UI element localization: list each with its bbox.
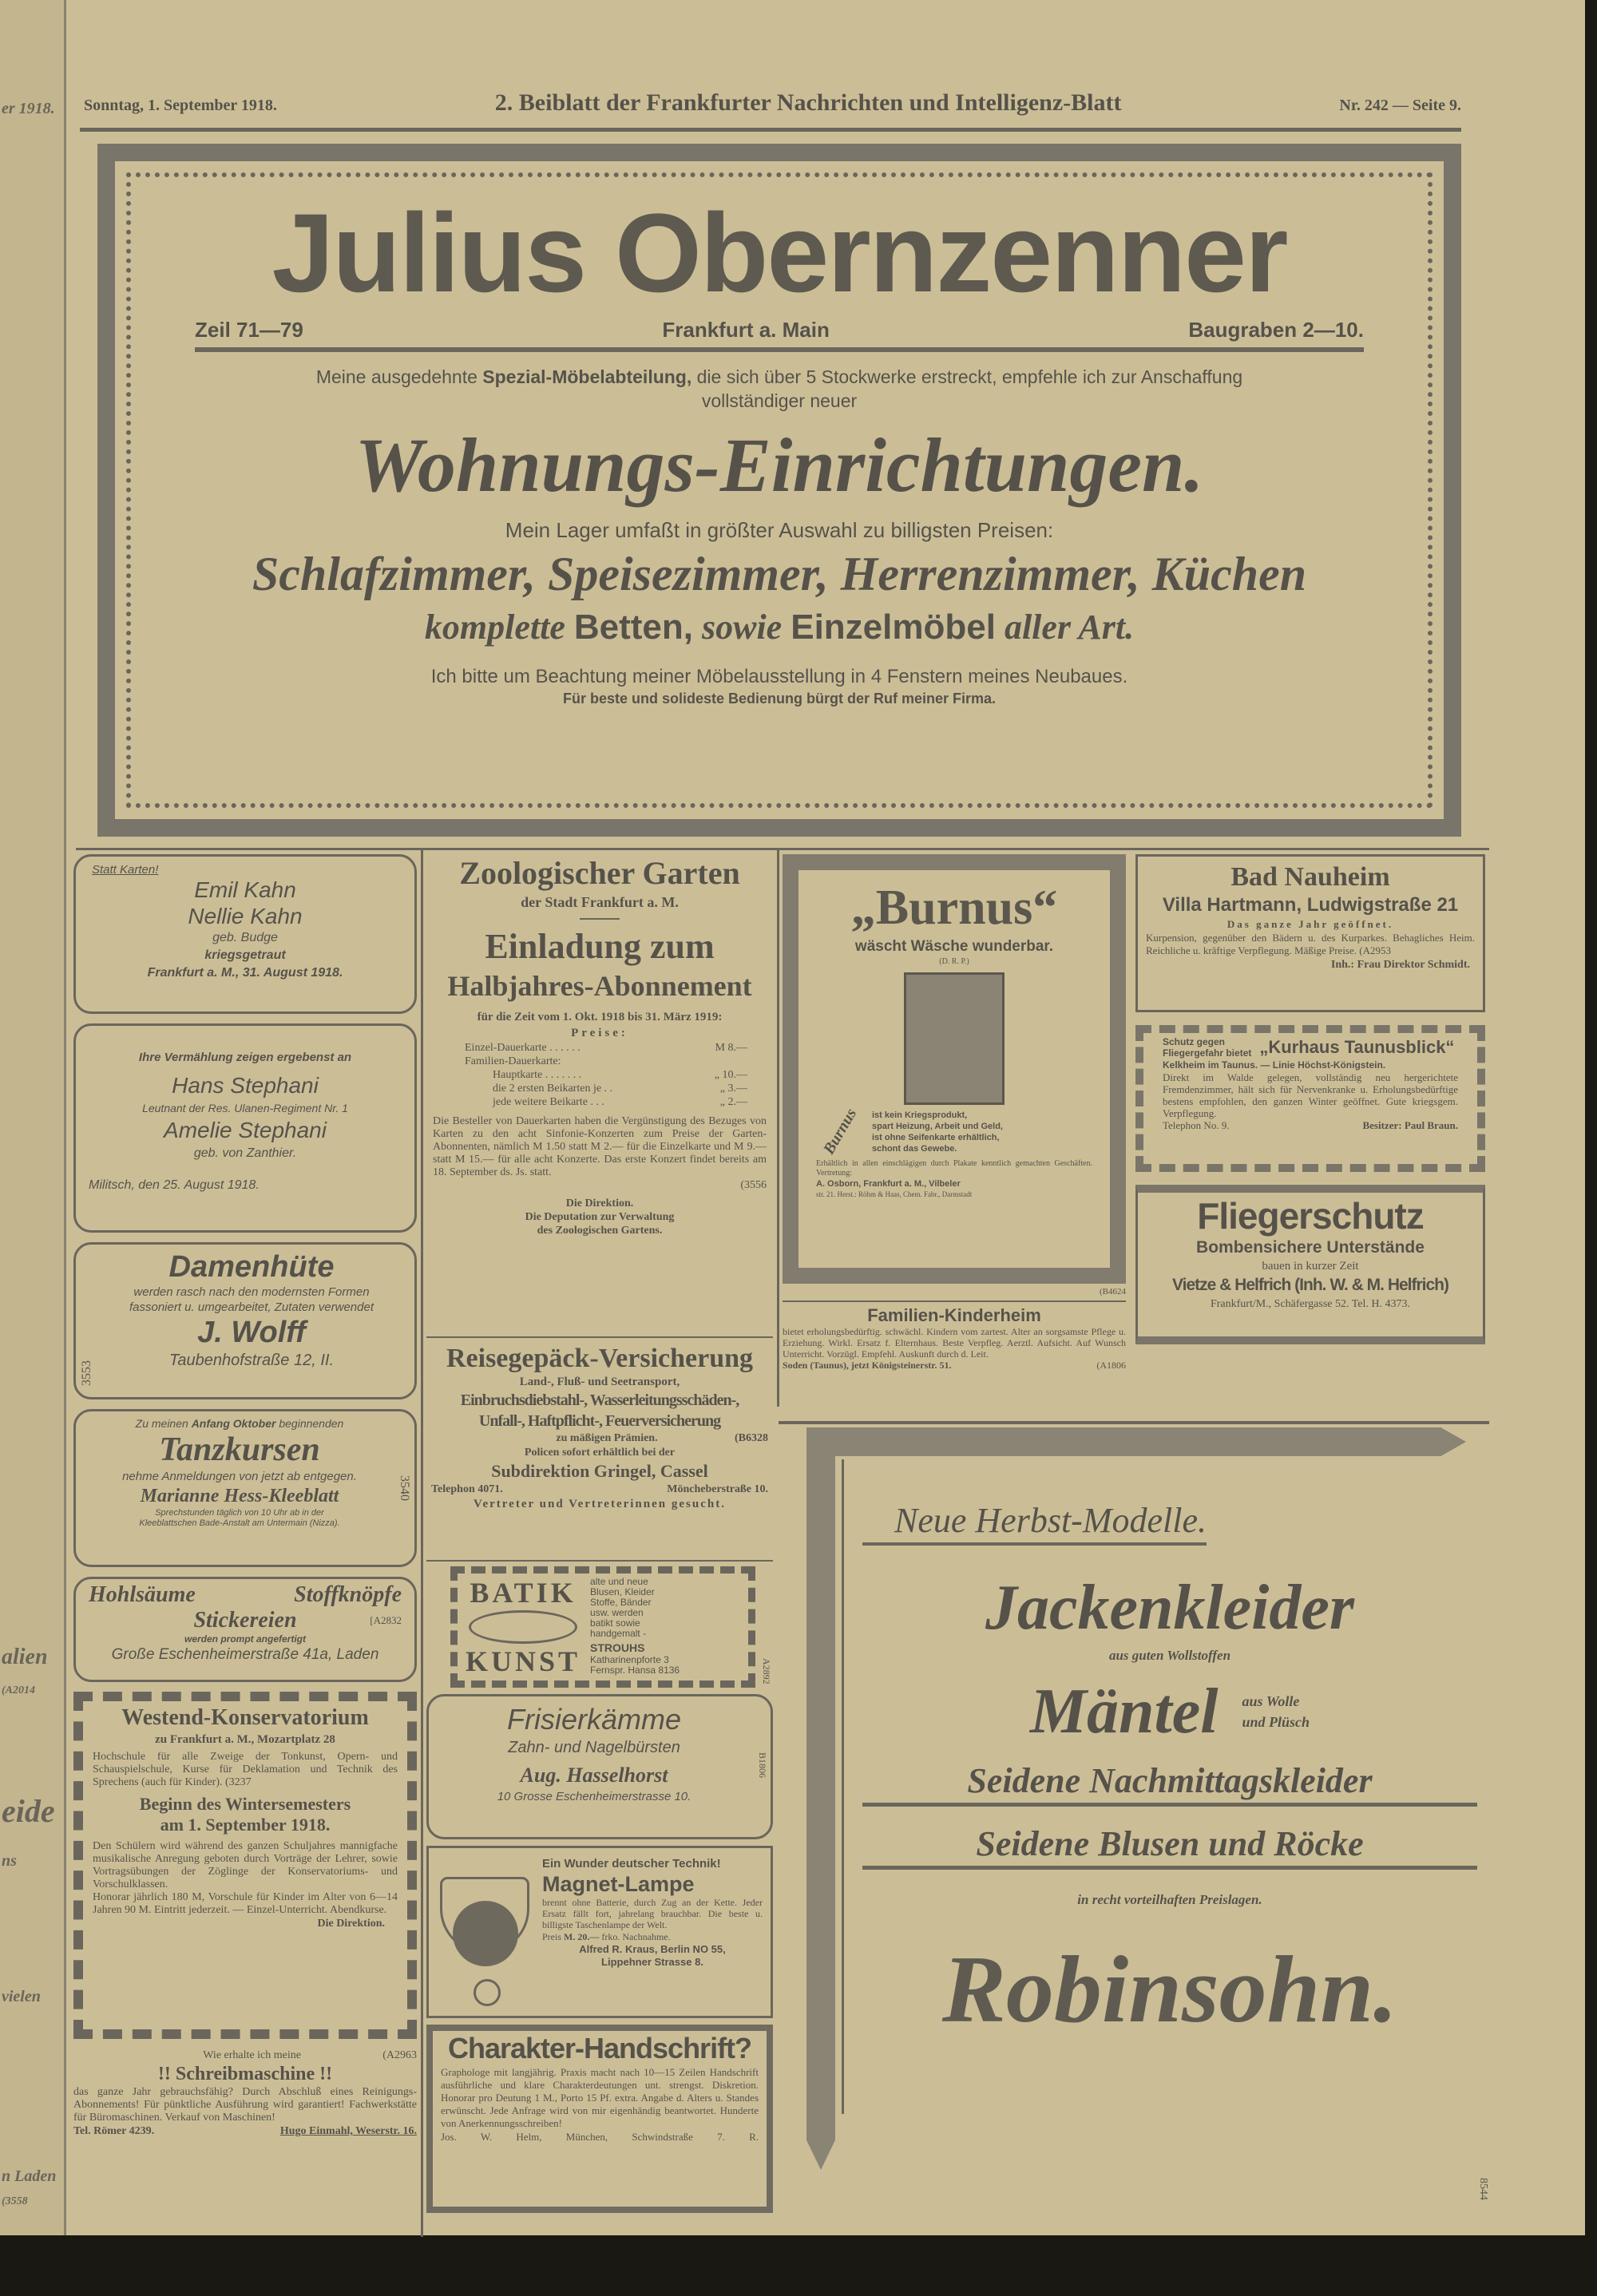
column-1 — [73, 854, 417, 2176]
kurhaus-taunusblick-ad: Schutz gegen Fliegergefahr bietet „Kurhaus Taunusblick“ Kelkheim im Taunus. — Linie Höchst-Königstein. Direkt im Walde gelegen, vollständig neu hergerichtete Fremdenzimmer, hält sich für Nervenkranke u. Erholungsbedürftige bestens empfohlen, den ganzen Winter geöffnet. Gute kriegsgem. Verpflegung. Telephon No. 9. Besitzer: Paul Braun. — [1135, 1025, 1485, 1172]
stephani-announcement: Ihre Vermählung zeigen ergebenst an Hans Stephani Leutnant der Res. Ulanen-Regiment Nr. 1 Amelie Stephani geb. von Zanthier. Militsch, den 25. August 1918. — [73, 1023, 417, 1233]
kahn-announcement: Statt Karten! Emil Kahn Nellie Kahn geb. Budge kriegsgetraut Frankfurt a. M., 31. August 1918. — [73, 854, 417, 1014]
intro-text: Meine ausgedehnte Spezial-Möbelabteilung, die sich über 5 Stockwerke erstreckt, empfehle ich zur Anschaffung vollständiger neuer — [315, 366, 1243, 411]
fragment: eide — [2, 1793, 55, 1829]
fragment: n Laden — [2, 2167, 57, 2185]
fragment: (3558 — [2, 2195, 28, 2207]
damenhuete-ad: Damenhüte werden rasch nach den modernsten Formen fassoniert u. umgearbeitet, Zutaten verwendet J. Wolff Taubenhofstraße 12, II. 3553 — [73, 1242, 417, 1399]
charakter-handschrift-ad: Charakter-Handschrift? Graphologe mit langjährig. Praxis macht nach 10—15 Zeilen Handschrift ausführliche und klare Charakterdeutungen unt. strengst. Diskretion. Honorar pro Deutung 1 M., Porto 15 Pf. extra. Angabe d. Alters u. Standes erwünscht. Jede Anfrage wird von mir eigenhändig beantwortet. Hunderte von Anerkennungsschreiben! Jos. W. Helm, München, Schwindstraße 7. R. — [426, 2025, 773, 2213]
robinsohn-content: Neue Herbst-Modelle. Jackenkleider aus guten Wollstoffen Mäntel aus Wolle und Plüsch Seidene Nachmittagskleider Seidene Blusen und Röcke in recht vorteilhaften Preislagen. Robinsohn. — [862, 1499, 1477, 2045]
batik-ad: BATIK KUNST alte und neue Blusen, Kleider Stoffe, Bänder usw. werden batikt sowie handgemalt - STROUHS Katharinenpforte 3 Fernspr. Hansa 8136 — [450, 1566, 755, 1688]
rooms-line: Schlafzimmer, Speisezimmer, Herrenzimmer, Küchen — [252, 548, 1307, 600]
page-header — [84, 89, 1461, 117]
bad-nauheim-ad: Bad Nauheim Villa Hartmann, Ludwigstraße 21 Das ganze Jahr geöffnet. Kurpension, gegenüber den Bädern u. des Kurparkes. Behagliches Heim. Reichliche u. kräftige Verpflegung. Mäßige Preise. (A2953 Inh.: Frau Direktor Schmidt. — [1135, 854, 1485, 1012]
lager-text: Mein Lager umfaßt in größter Auswahl zu billigsten Preisen: — [505, 518, 1054, 542]
fragment: (A2014 — [2, 1684, 35, 1696]
price-row: Einzel-Dauerkarte . . . . . . M 8.— — [465, 1042, 747, 1054]
betten-line: komplette Betten, sowie Einzelmöbel aller Art. — [424, 608, 1135, 647]
schreibmaschine-ad: Wie erhalte ich meine (A2963 !! Schreibmaschine !! das ganze Jahr gebrauchsfähig? Durch Abschluß eines Reinigungs-Abonnements! Für pünktliche Ausführung wird garantiert! Fachwerkstätte für Büromaschinen. Verkauf von Maschinen! Tel. Römer 4239. Hugo Einmahl, Weserstr. 16. — [73, 2049, 417, 2137]
header-rule — [80, 128, 1461, 132]
newspaper-title: 2. Beiblatt der Frankfurter Nachrichten und Intelligenz-Blatt — [494, 89, 1122, 116]
column-4 — [1135, 854, 1485, 1344]
westend-konservatorium-ad: Westend-Konservatorium zu Frankfurt a. M., Mozartplatz 28 Hochschule für alle Zweige der Tonkunst, Opern- und Schauspielschule, Kurse für Deklamation und Technik des Sprechens (auch für Kinder). (3237 Beginn des Wintersemesters am 1. September 1918. Den Schülern wird während des ganzen Schuljahres mannigfache musikalische Anregung geboten durch Vorträge der Lehrer, sowie Vortragsübungen der Zöglinge der Konservatoriums- und Vorschulklassen. Honorar jährlich 180 M, Vorschule für Kinder im Alter von 6—14 Jahren 90 M. Eintritt jederzeit. — Einzel-Unterricht. Abendkurse. Die Direktion. — [73, 1692, 417, 2039]
hohlsaeume-ad: Hohlsäume Stoffknöpfe Stickereien [A2832 werden prompt angefertigt Große Eschenheimerstraße 41a, Laden — [73, 1577, 417, 1682]
magnet-lampe-ad: Ein Wunder deutscher Technik! Magnet-Lampe brennt ohne Batterie, durch Zug an der Kette. Jeder Ersatz fällt fort, jahrelang brauchbar. Die beste u. billigste Taschenlampe der Welt. Preis M. 20.— frko. Nachnahme. Alfred R. Kraus, Berlin NO 55, Lippehner Strasse 8. — [426, 1846, 773, 2018]
address-right: Baugraben 2—10. — [1188, 318, 1364, 342]
robinsohn-ad: Neue Herbst-Modelle. Jackenkleider aus guten Wollstoffen Mäntel aus Wolle und Plüsch Seidene Nachmittagskleider Seidene Blusen und Röcke in recht vorteilhaften Preislagen. Robinsohn. 8544 — [806, 1427, 1493, 2230]
price-row: die 2 ersten Beikarten je . . „ 3.— — [493, 1083, 747, 1095]
batik-wrapper: BATIK KUNST alte und neue Blusen, Kleider Stoffe, Bänder usw. werden batikt sowie handgemalt - STROUHS Katharinenpforte 3 Fernspr. Hansa 8136 A2892 — [426, 1560, 773, 1688]
price-row: Familien-Dauerkarte: — [465, 1055, 561, 1067]
column-3: „Burnus“ wäscht Wäsche wunderbar. (D. R. P.) Burnus ist kein Kriegsprodukt, spart Heizung, Arbeit und Geld, ist ohne Seifenkarte erhältlich, schont das Gewebe. Erhältlich in allen einschlägigen durch Plakate kenntlich gemachten Geschäften. Vertretung: A. Osborn, Frankfurt a. M., Vilbeler str. 21. Herst.: Röhm & Haas, Chem. Fabr., Darmstadt (B4624 Familien-Kinderheim bietet erholungsbedürftig. schwächl. Kindern vom zartest. Alter an sorgsamste Pflege u. Erziehung. Wirkl. Ersatz f. Elternhaus. Beste Verpfleg. Aerztl. Aufsicht. Auf Wunsch Unterricht. Vorzügl. Empfehl. Auskunft durch d. Leit. Soden (Taunus), jetzt Königsteinerstr. 51. (A1806 — [783, 854, 1126, 1395]
batik-ornament-icon — [469, 1610, 577, 1644]
pencil-frame-icon — [806, 1427, 835, 2170]
issue-date: Sonntag, 1. September 1918. — [84, 97, 277, 114]
company-name: Julius Obernzenner — [271, 190, 1287, 315]
fragment: vielen — [2, 1988, 41, 2005]
address-center: Frankfurt a. Main — [662, 318, 830, 342]
column-2 — [426, 854, 773, 2213]
fragment: alien — [2, 1645, 48, 1669]
kinderheim-ad: Familien-Kinderheim bietet erholungsbedürftig. schwächl. Kindern vom zartest. Alter an sorgsamste Pflege u. Erziehung. Wirkl. Ersatz f. Elternhaus. Beste Verpfleg. Aerztl. Aufsicht. Auf Wunsch Unterricht. Vorzügl. Empfehl. Auskunft durch d. Leit. Soden (Taunus), jetzt Königsteinerstr. 51. (A1806 — [783, 1300, 1126, 1395]
fragment: ns — [2, 1852, 17, 1870]
previous-page-edge — [0, 0, 66, 2235]
lamp-illustration-icon — [437, 1856, 533, 2009]
reisegepaeck-ad: Reisegepäck-Versicherung Land-, Fluß- und Seetransport, Einbruchsdiebstahl-, Wasserleitungsschäden-, Unfall-, Haftpflicht-, Feuerversicherung zu mäßigen Prämien. (B6328 Policen sofort erhältlich bei der Subdirektion Gringel, Cassel Telephon 4071. Möncheberstraße 10. Vertreter und Vertreterinnen gesucht. — [426, 1336, 773, 1554]
burnus-ad: „Burnus“ wäscht Wäsche wunderbar. (D. R. P.) Burnus ist kein Kriegsprodukt, spart Heizung, Arbeit und Geld, ist ohne Seifenkarte erhältlich, schont das Gewebe. Erhältlich in allen einschlägigen durch Plakate kenntlich gemachten Geschäften. Vertretung: A. Osborn, Frankfurt a. M., Vilbeler str. 21. Herst.: Röhm & Haas, Chem. Fabr., Darmstadt — [783, 854, 1126, 1284]
price-table — [433, 1041, 767, 1109]
price-row: Hauptkarte . . . . . . . „ 10.— — [493, 1069, 747, 1081]
frisierkaemme-ad: Frisierkämme Zahn- und Nagelbürsten Aug. Hasselhorst 10 Grosse Eschenheimerstrasse 10. B1806 — [426, 1694, 773, 1839]
fragment: er 1918. — [2, 100, 55, 117]
bitte-text: Ich bitte um Beachtung meiner Möbelausstellung in 4 Fenstern meines Neubaues. — [430, 666, 1128, 687]
washerwoman-illustration — [904, 972, 1005, 1105]
zoo-ad: Zoologischer Garten der Stadt Frankfurt a. M. Einladung zum Halbjahres-Abonnement für die Zeit vom 1. Okt. 1918 bis 31. März 1919: Preise: Einzel-Dauerkarte . . . . . . M 8.— Familien-Dauerkarte: Hauptkarte . . . . . . . „ 10.— die 2 ersten Beikarten je . . „ 3.— jede weitere Beikarte . . . „ 2.— Die Besteller von Dauerkarten haben die Vergünstigung des Bezuges von Karten zu den acht Sinfonie-Konzerten zum Preise der Garten-Abonnenten, nämlich M 1.50 statt M 2.— für die Einzelkarte und M 9.— statt M 15.— für alle acht Konzerte. Das erste Konzert findet bereits am 18. September ds. Js. statt. (3556 Die Direktion. Die Deputation zur Verwaltung des Zoologischen Gartens. — [433, 855, 767, 1237]
headline: Wohnungs-Einrichtungen. — [355, 422, 1204, 508]
tanzkursen-ad: Zu meinen Anfang Oktober beginnenden Tanzkursen nehme Anmeldungen von jetzt ab entgegen. Marianne Hess-Kleeblatt Sprechstunden täglich von 10 Uhr ab in der Kleeblattschen Bade-Anstalt am Untermain (Nizza). 3540 — [73, 1409, 417, 1567]
oberzenner-ad — [97, 144, 1461, 837]
fliegerschutz-ad: Fliegerschutz Bombensichere Unterstände bauen in kurzer Zeit Vietze & Helfrich (Inh. W. & M. Helfrich) Frankfurt/M., Schäfergasse 52. Tel. H. 4373. — [1135, 1185, 1485, 1344]
address-left: Zeil 71—79 — [195, 318, 303, 342]
price-row: jede weitere Beikarte . . . „ 2.— — [493, 1096, 747, 1108]
issue-number: Nr. 242 — Seite 9. — [1339, 97, 1461, 114]
ruf-text: Für beste und solideste Bedienung bürgt der Ruf meiner Firma. — [562, 691, 997, 707]
